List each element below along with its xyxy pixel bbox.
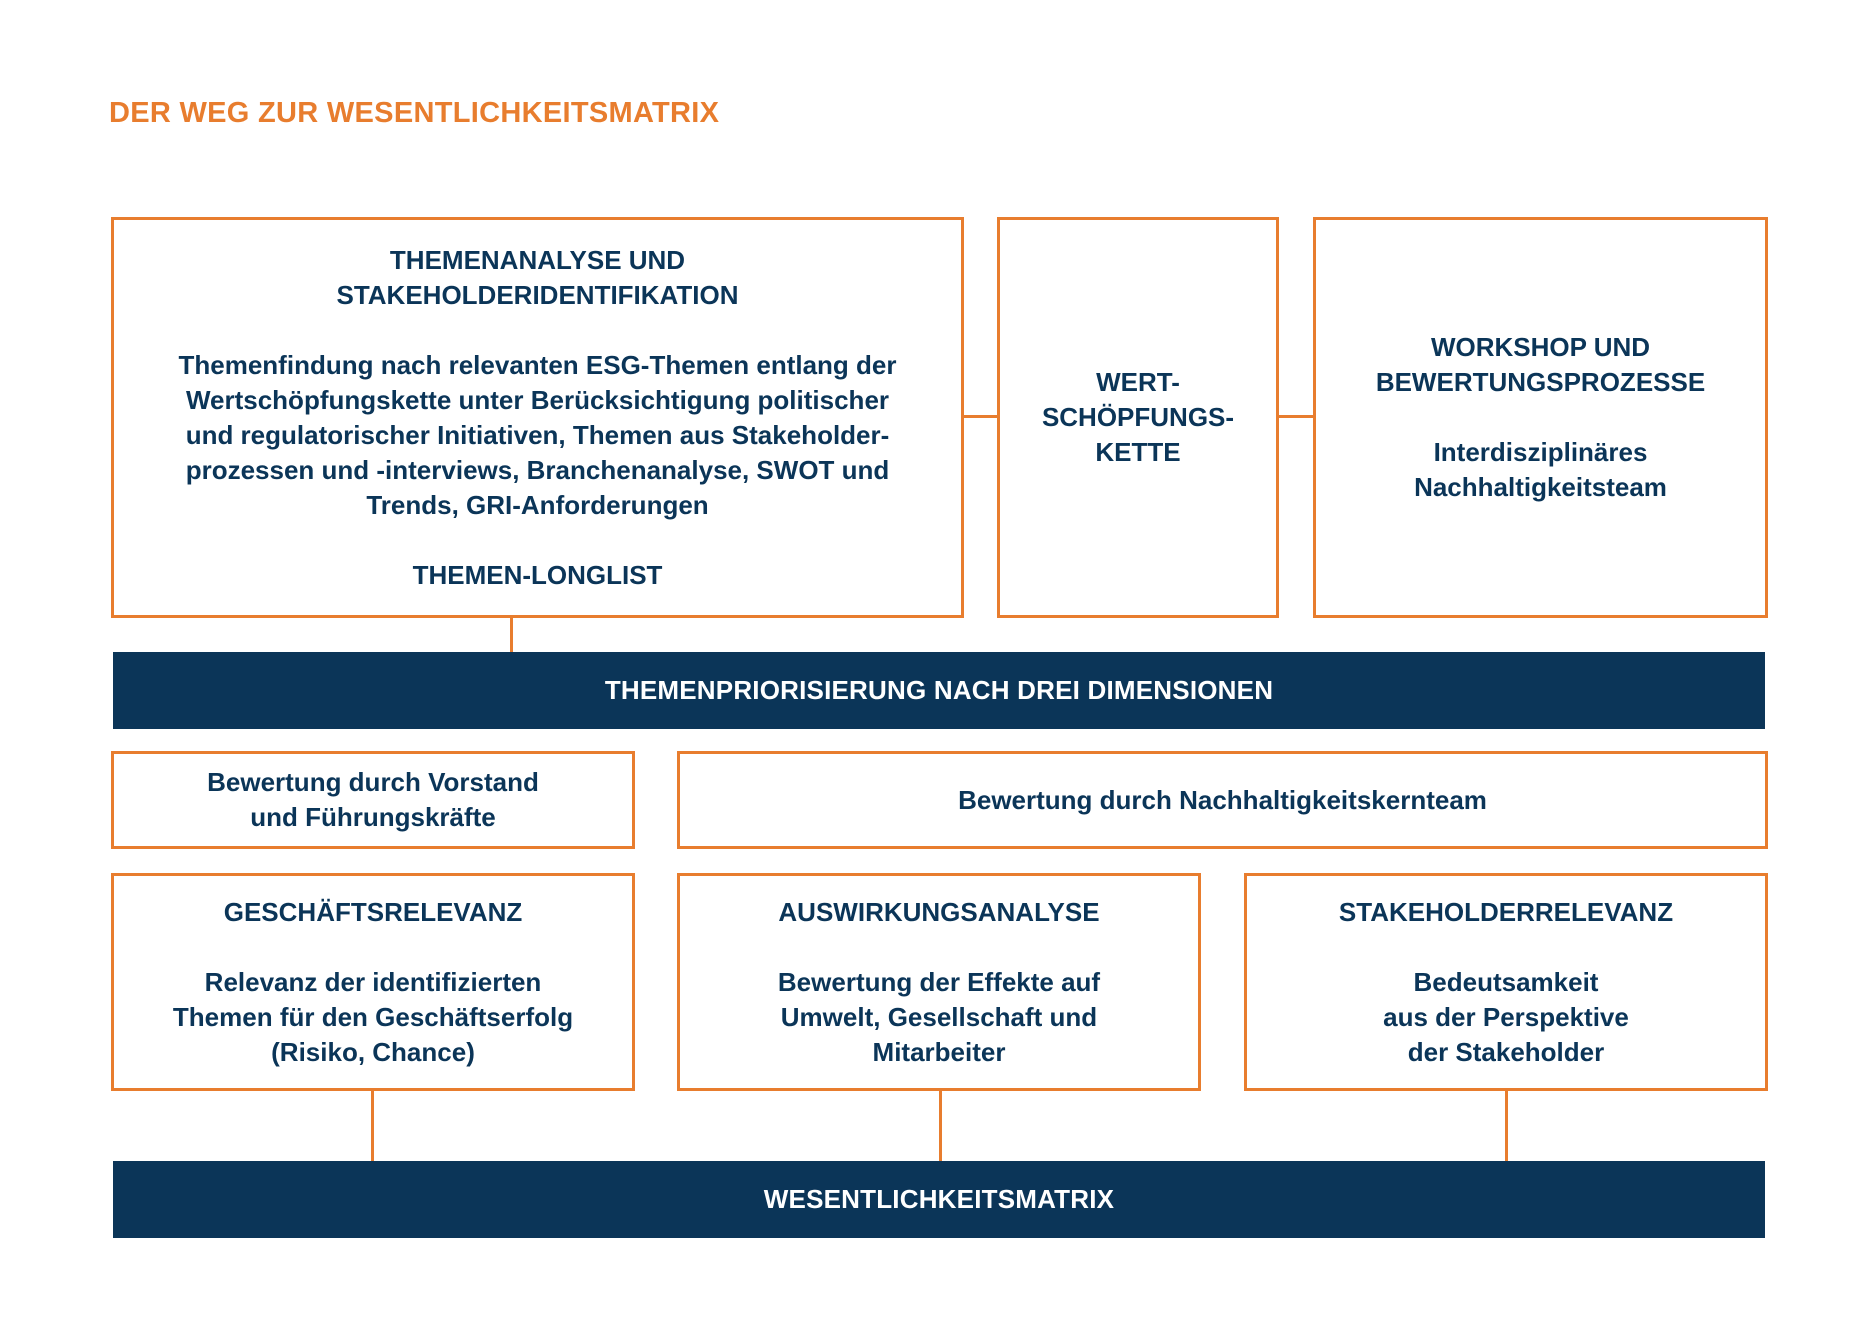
- workshop-body: Interdisziplinäres Nachhaltigkeitsteam: [1414, 437, 1667, 502]
- connector-themen-wert: [962, 415, 999, 418]
- geschaeftsrelevanz-body: Relevanz der identifizierten Themen für den Geschäftserfolg (Risiko, Chance): [172, 966, 574, 1067]
- geschaeftsrelevanz-box: [111, 873, 635, 1091]
- connector-auswirkung-matrix: [939, 1090, 942, 1162]
- wertschoepfung-heading: WERT- SCHÖPFUNGS- KETTE: [1041, 367, 1235, 467]
- diagram-title: DER WEG ZUR WESENTLICHKEITSMATRIX: [109, 97, 720, 129]
- geschaeftsrelevanz-heading: GESCHÄFTSRELEVANZ: [223, 896, 523, 927]
- stakeholderrelevanz-heading: STAKEHOLDERRELEVANZ: [1338, 896, 1674, 927]
- wertschoepfung-box: [997, 217, 1279, 618]
- wesentlichkeitsmatrix-bar: WESENTLICHKEITSMATRIX: [113, 1161, 1765, 1238]
- workshop-box: [1313, 217, 1768, 618]
- themenanalyse-footer: THEMEN-LONGLIST: [412, 559, 663, 590]
- auswirkungsanalyse-heading: AUSWIRKUNGSANALYSE: [778, 896, 1100, 927]
- connector-wert-workshop: [1278, 415, 1315, 418]
- stakeholderrelevanz-body: Bedeutsamkeit aus der Perspektive der Stakeholder: [1383, 966, 1629, 1067]
- vorstand-box: [111, 751, 635, 849]
- workshop-heading: WORKSHOP UND BEWERTUNGSPROZESSE: [1375, 332, 1706, 397]
- themenanalyse-box: [111, 217, 964, 618]
- auswirkungsanalyse-box: [677, 873, 1201, 1091]
- connector-stakeholder-matrix: [1505, 1090, 1508, 1162]
- connector-themen-bar: [510, 617, 513, 654]
- kernteam-text: Bewertung durch Nachhaltigkeitskernteam: [958, 784, 1487, 815]
- connector-geschaeft-matrix: [371, 1090, 374, 1162]
- themenanalyse-body: Themenfindung nach relevanten ESG-Themen entlang der Wertschöpfungskette unter Berücksichtigung politischer und regulatorischer Initiativen, Themen aus Stakeholder- prozessen und -interviews, Branchenanalyse, SWOT und Trends, GRI-Anforderungen: [178, 349, 897, 520]
- kernteam-box: [677, 751, 1768, 849]
- priorisierung-bar: THEMENPRIORISIERUNG NACH DREI DIMENSIONEN: [113, 652, 1765, 729]
- vorstand-text: Bewertung durch Vorstand und Führungskräfte: [207, 767, 539, 832]
- themenanalyse-heading: THEMENANALYSE UND STAKEHOLDERIDENTIFIKATION: [336, 244, 739, 310]
- auswirkungsanalyse-body: Bewertung der Effekte auf Umwelt, Gesellschaft und Mitarbeiter: [777, 966, 1101, 1067]
- stakeholderrelevanz-box: [1244, 873, 1768, 1091]
